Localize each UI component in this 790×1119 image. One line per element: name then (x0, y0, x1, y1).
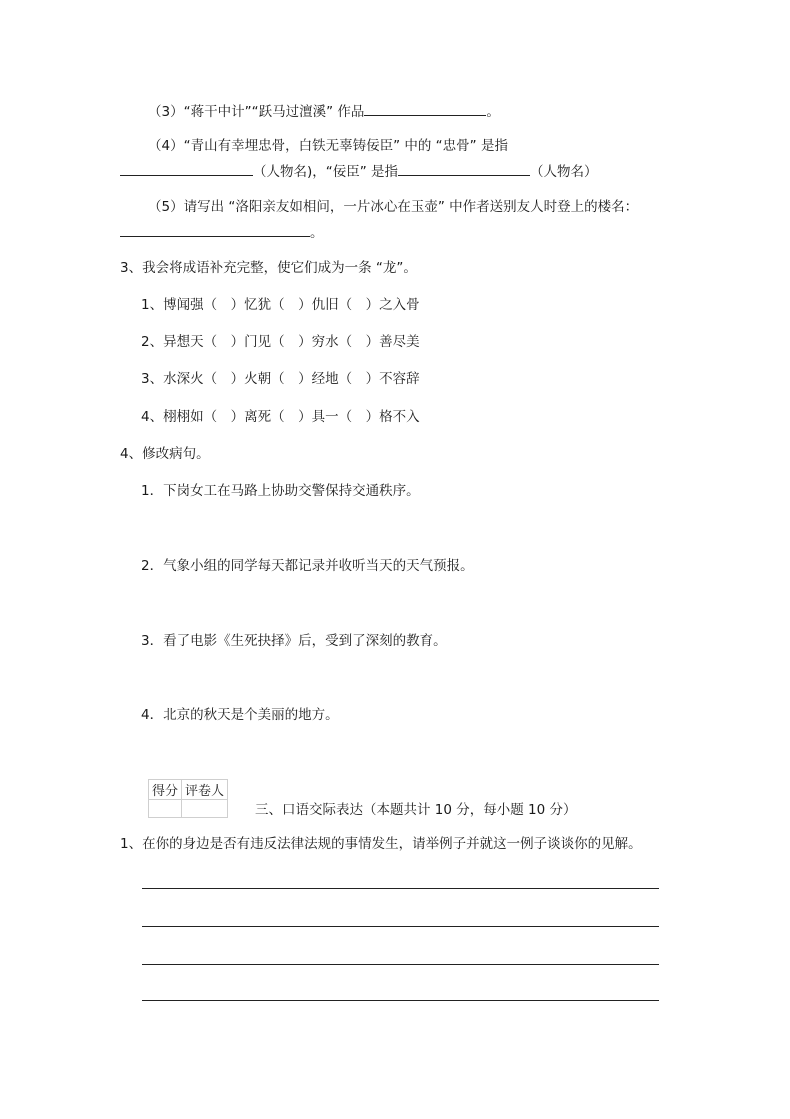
answer-blank[interactable] (364, 101, 486, 116)
q2-item3-text: （3）“蒋干中计”“跃马过澶溪” 作品 (148, 104, 365, 120)
q2-item4-line2 (120, 161, 598, 181)
answer-blank[interactable] (398, 161, 530, 176)
q4-item-2: 2．气象小组的同学每天都记录并收听当天的天气预报。 (141, 558, 474, 574)
q4-item-1: 1．下岗女工在马路上协助交警保持交通秩序。 (141, 483, 420, 499)
score-cell[interactable] (149, 800, 182, 818)
grader-label: 评卷人 (182, 780, 228, 800)
q2-item3-end: 。 (486, 104, 500, 120)
q2-item4-end: （人物名） (530, 164, 598, 180)
answer-blank[interactable] (120, 161, 253, 176)
q4-item-4: 4．北京的秋天是个美丽的地方。 (141, 707, 339, 723)
q2-item5-end: 。 (310, 225, 324, 241)
q3-row-3: 3、水深火（ ）火朝（ ）经地（ ）不容辞 (141, 371, 420, 387)
q4-item-3: 3．看了电影《生死抉择》后，受到了深刻的教育。 (141, 633, 447, 649)
answer-blank[interactable] (120, 222, 310, 237)
answer-line[interactable] (142, 1000, 659, 1001)
q2-item5-line2 (120, 222, 324, 242)
answer-line[interactable] (142, 964, 659, 965)
section3-heading: 三、口语交际表达（本题共计 10 分，每小题 10 分） (255, 802, 577, 818)
score-box (148, 779, 228, 818)
answer-line[interactable] (142, 888, 659, 889)
q4-title: 4、修改病句。 (120, 446, 210, 462)
q3-title: 3、我会将成语补充完整，使它们成为一条 “龙”。 (120, 260, 417, 276)
score-label: 得分 (149, 780, 182, 800)
q3-row-2: 2、异想天（ ）门见（ ）穷水（ ）善尽美 (141, 334, 420, 350)
section3-q1: 1、在你的身边是否有违反法律法规的事情发生，请举例子并就这一例子谈谈你的见解。 (120, 836, 642, 852)
answer-line[interactable] (142, 926, 659, 927)
q2-item3 (148, 101, 500, 121)
grader-cell[interactable] (182, 800, 228, 818)
q2-item5-line1: （5）请写出 “洛阳亲友如相问，一片冰心在玉壶” 中作者送别友人时登上的楼名： (148, 199, 639, 215)
q3-row-4: 4、栩栩如（ ）离死（ ）具一（ ）格不入 (141, 409, 420, 425)
q2-item4-line1: （4）“青山有幸埋忠骨，白铁无辜铸佞臣” 中的 “忠骨” 是指 (148, 138, 508, 154)
q2-item4-text: （人物名)，“佞臣” 是指 (253, 164, 399, 180)
q3-row-1: 1、博闻强（ ）忆犹（ ）仇旧（ ）之入骨 (141, 297, 420, 313)
